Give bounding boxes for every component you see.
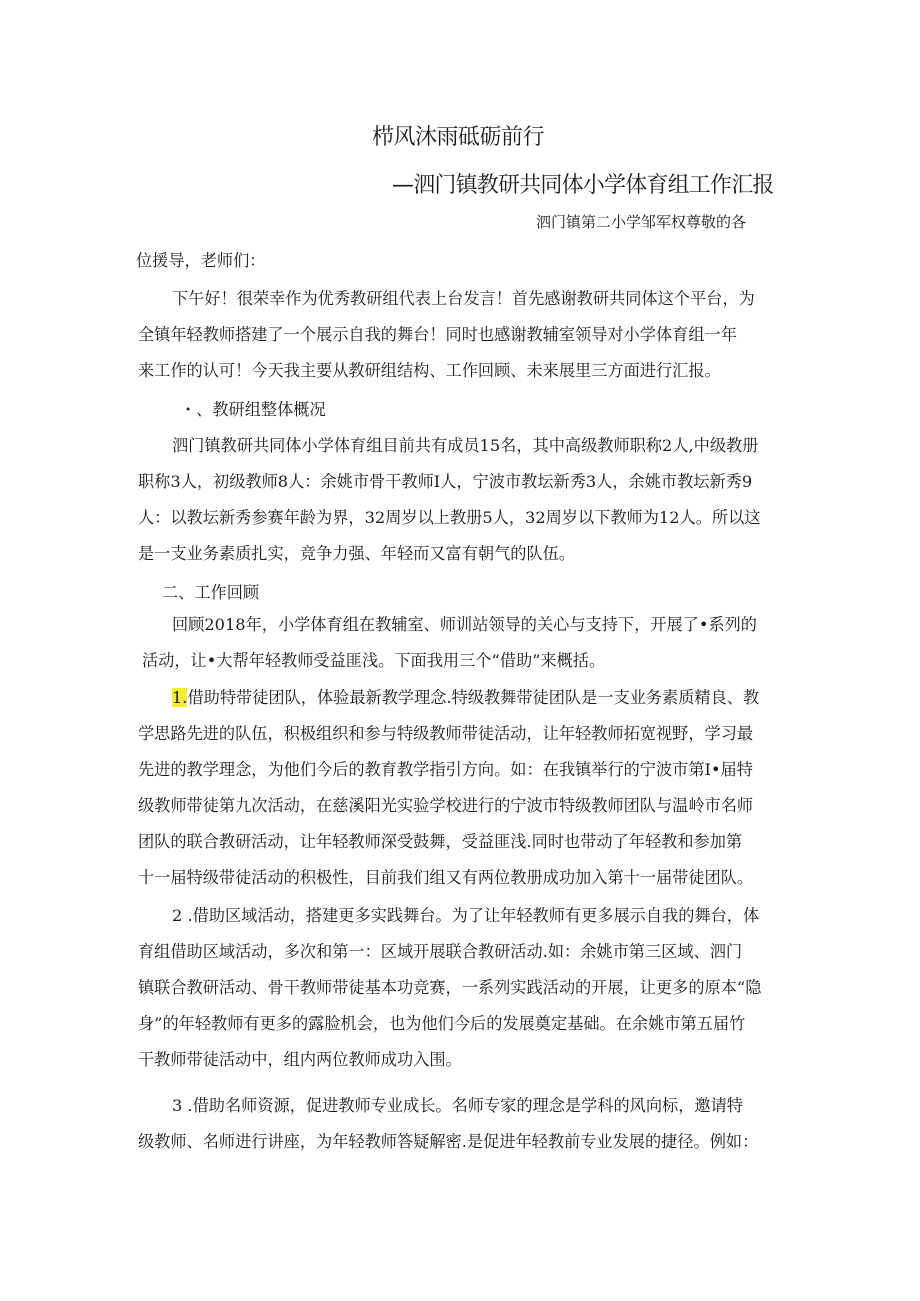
section1-paragraph (138, 428, 798, 572)
paragraph-line: 回顾2018年，小学体育组在教辅室、师训站领导的关心与支持下，开展了•系列的 (172, 615, 757, 634)
greeting: 位援导，老师们： (136, 251, 266, 270)
paragraph-line: 全镇年轻教师搭建了一个展示自我的舞台！同时也感谢教辅室领导对小学体育组一年 (138, 325, 737, 344)
item1-paragraph (138, 680, 798, 896)
paragraph-line: 团队的联合教研活动，让年轻教师深受鼓舞，受益匪浅.同时也带动了年轻教和参加第 (138, 832, 743, 851)
paragraph-line: 学思路先进的队伍，积极组织和参与特级教师带徒活动，让年轻教师拓宽视野，学习最 (138, 724, 754, 743)
item2-paragraph (138, 898, 798, 1078)
paragraph-line: 1.借助特带徒团队，体验最新教学理念.特级教舞带徒团队是一支业务素质精良、教 (172, 688, 760, 707)
document-subtitle: —泗门镇教研共同体小学体育组工作汇报 (392, 173, 774, 198)
intro-paragraph (138, 281, 798, 389)
section-heading-overview: ・、教研组整体概况 (180, 400, 326, 419)
paragraph-line: 2 .借助区域活动，搭建更多实践舞台。为了让年轻教师有更多展示自我的舞台，体 (172, 906, 760, 925)
paragraph-line: 泗门镇教研共同体小学体育组目前共有成员15名，其中高级教师职称2人,中级教册 (172, 436, 759, 455)
paragraph-line: 育组借助区域活动，多次和第一：区域开展联合教研活动.如：余姚市第三区域、泗门 (138, 942, 743, 961)
paragraph-line: 干教师带徒活动中，组内两位教师成功入围。 (138, 1050, 462, 1069)
paragraph-line: 级教师、名师进行讲座，为年轻教师答疑解密.是促进年轻教前专业发展的捷径。例如： (138, 1132, 759, 1151)
paragraph-line: 镇联合教研活动、骨干教师带徒基本功竞赛，一系列实践活动的开展，让更多的原本“隐 (138, 978, 762, 997)
paragraph-line: 下午好！很荣幸作为优秀教研组代表上台发言！首先感谢教研共同体这个平台，为 (172, 289, 755, 308)
section2-intro-paragraph (138, 607, 798, 679)
item3-paragraph (138, 1088, 798, 1160)
paragraph-line: 3 .借助名师资源，促进教师专业成长。名师专家的理念是学科的风向标，邀请特 (172, 1096, 743, 1115)
paragraph-line: 级教师带徒第九次活动，在慈溪阳光实验学校进行的宁波市特级教师团队与温岭市名师 (138, 796, 754, 815)
highlighted-number: 1. (172, 688, 188, 707)
paragraph-line: 活动，让•大帮年轻教师受益匪浅。下面我用三个“借助”来概括。 (142, 651, 606, 670)
paragraph-line: 是一支业务素质扎实，竞争力强、年轻而又富有朝气的队伍。 (138, 544, 576, 563)
paragraph-line: 身”的年轻教师有更多的露脸机会，也为他们今后的发展奠定基础。在余姚市第五届竹 (138, 1014, 746, 1033)
paragraph-line: 先进的教学理念，为他们今后的教育教学指引方向。如：在我镇举行的宁波市第I•届特 (138, 760, 753, 779)
paragraph-line: 人：以教坛新秀参赛年龄为界，32周岁以上教册5人，32周岁以下教师为12人。所以这 (138, 508, 761, 527)
paragraph-line: 十一届特级带徒活动的积极性，目前我们组又有两位教册成功加入第十一届带徒团队。 (138, 868, 754, 887)
paragraph-line: 职称3人，初级教师8人：余姚市骨干教师I人，宁波市教坛新秀3人，余姚市教坛新秀9 (138, 472, 753, 491)
author-line: 泗门镇第二小学邹军权尊敬的各 (536, 213, 747, 231)
document-title: 栉风沐雨砥砺前行 (372, 125, 545, 150)
section-heading-review: 二、工作回顾 (162, 583, 260, 602)
paragraph-line: 来工作的认可！今天我主要从教研组结构、工作回顾、未来展里三方面进行汇报。 (138, 361, 721, 380)
